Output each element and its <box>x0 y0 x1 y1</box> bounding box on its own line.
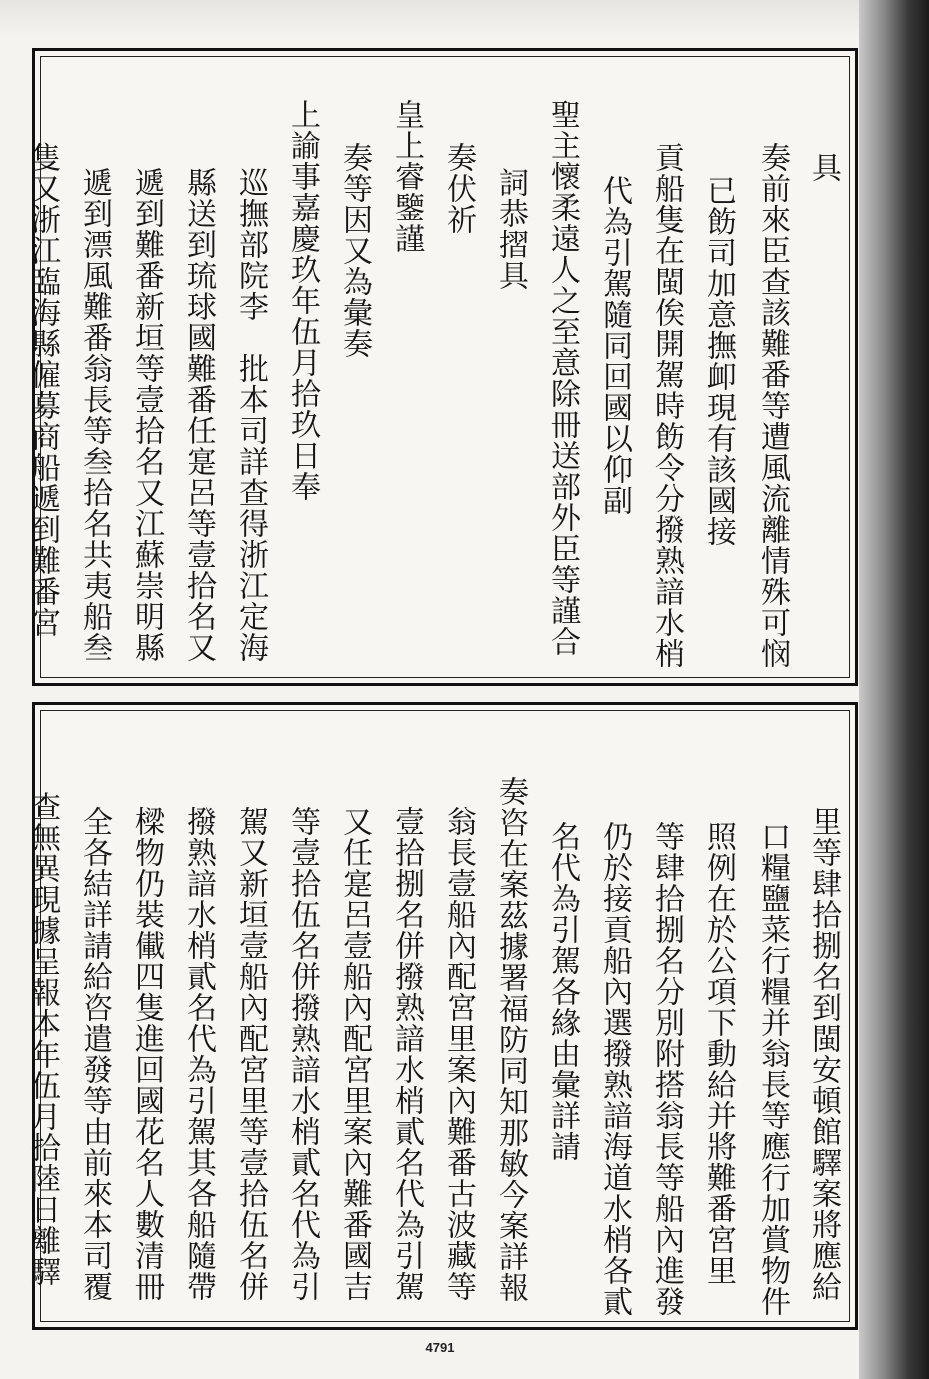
text-column: 縣送到琉球國難番任寔呂等壹拾名又 <box>181 167 216 663</box>
text-column: 代為引駕隨同回國以仰副 <box>597 175 632 516</box>
text-column: 駕又新垣壹船內配宮里等壹拾伍名併 <box>233 806 268 1302</box>
panel-inner-border <box>25 56 850 678</box>
text-column: 壹拾捌名併撥熟諳水梢貳名代為引駕 <box>389 806 424 1302</box>
text-column: 具 <box>806 152 841 183</box>
text-column: 口糧鹽菜行糧并翁長等應行加賞物件 <box>755 821 790 1317</box>
text-column: 又任寔呂壹船內配宮里案內難番國吉 <box>337 806 372 1302</box>
text-column: 等肆拾捌名分別附搭翁長等船內進發 <box>649 821 684 1317</box>
text-column: 等壹拾伍名併撥熟諳水梢貳名代為引 <box>285 806 320 1302</box>
text-column: 皇上睿鑒謹 <box>389 99 424 254</box>
text-column: 巡撫部院李 批本司詳查得浙江定海 <box>233 167 268 663</box>
text-column: 奏等因又為彙奏 <box>337 142 372 359</box>
text-column: 奏咨在案茲據署福防同知那敏今案詳報 <box>493 776 528 1303</box>
text-column: 詞恭摺具 <box>493 167 528 291</box>
document-panel-bottom <box>25 702 858 1330</box>
panel-inner-border <box>25 710 850 1322</box>
text-column: 奏伏祈 <box>441 142 476 235</box>
text-column: 遞到漂風難番翁長等叁拾名共夷船叁 <box>77 167 112 663</box>
book-binding-edge <box>859 0 929 1379</box>
text-column: 全各結詳請給咨遣發等由前來本司覆 <box>77 806 112 1302</box>
document-panel-top <box>25 48 858 686</box>
text-column: 隻又浙江臨海縣僱募商船遞到難番宮 <box>25 142 60 638</box>
text-column: 已飭司加意撫卹現有該國接 <box>701 175 736 547</box>
scan-margin-top <box>0 0 860 38</box>
text-column: 里等肆拾捌名到閩安頓館驛案將應給 <box>806 806 841 1302</box>
text-column: 遞到難番新垣等壹拾名又江蘇崇明縣 <box>129 167 164 663</box>
text-column: 翁長壹船內配宮里案內難番古波藏等 <box>441 806 476 1302</box>
text-column: 名代為引駕各緣由彙詳請 <box>545 821 580 1162</box>
text-column: 查無異現據呈報本年伍月拾陸日離驛 <box>25 791 60 1287</box>
text-column: 貢船隻在閩俟開駕時飭令分撥熟諳水梢 <box>649 142 684 669</box>
text-column: 聖主懷柔遠人之至意除冊送部外臣等謹合 <box>545 99 580 657</box>
text-column: 上諭事嘉慶玖年伍月拾玖日奉 <box>285 99 320 502</box>
text-column: 照例在於公項下動給并將難番宮里 <box>701 821 736 1286</box>
text-column: 奏前來臣查該難番等遭風流離情殊可悯 <box>755 142 790 669</box>
text-column: 仍於接貢船內選撥熟諳海道水梢各貳 <box>597 821 632 1317</box>
page-number: 4791 <box>425 1340 455 1355</box>
text-column: 樑物仍裝儎四隻進回國花名人數清冊 <box>129 806 164 1302</box>
text-column: 撥熟諳水梢貳名代為引駕其各船隨帶 <box>181 806 216 1302</box>
